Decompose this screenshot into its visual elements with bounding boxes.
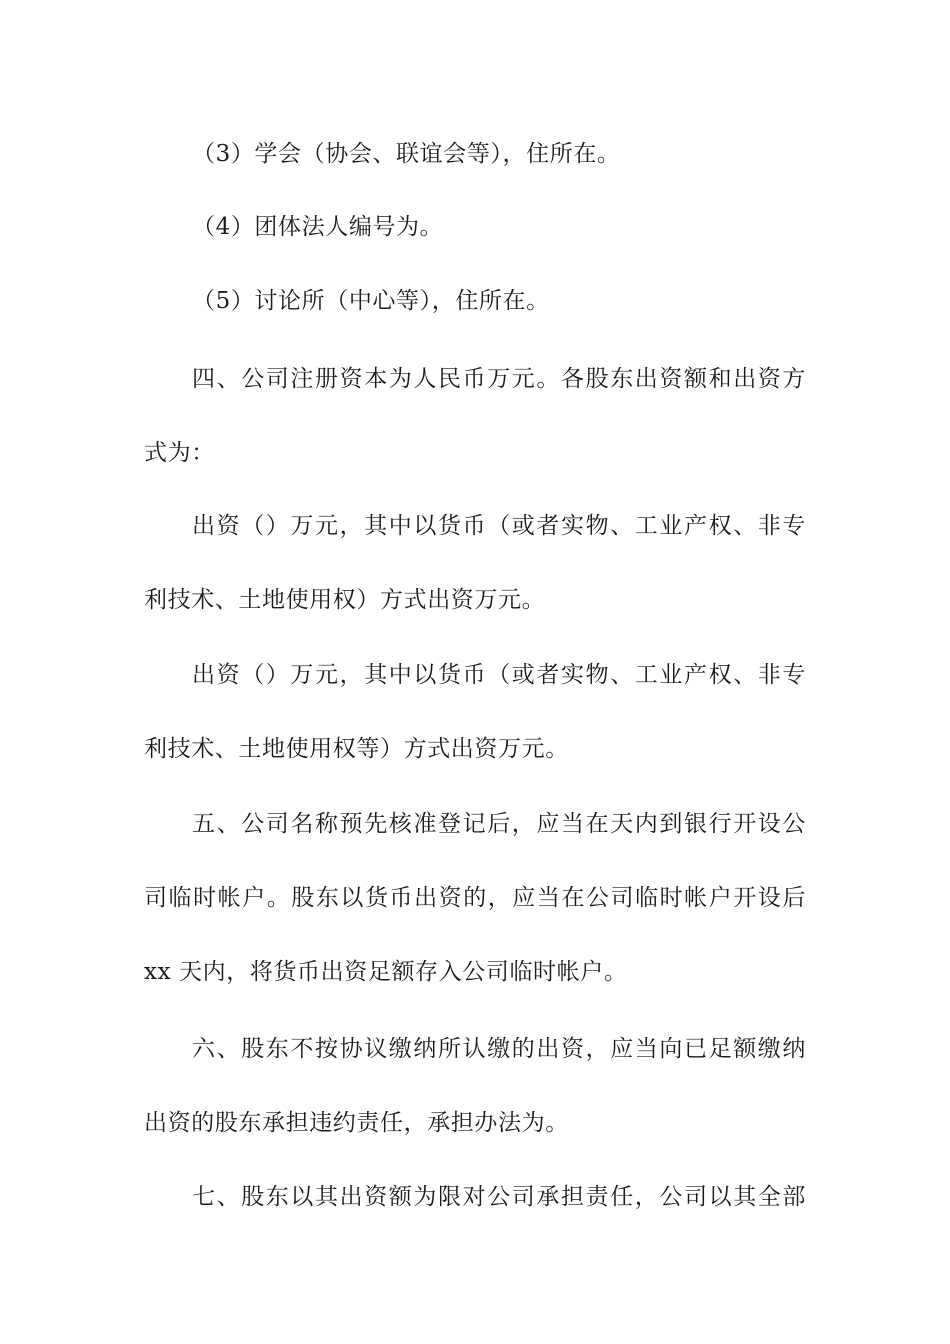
- text-line: （4）团体法人编号为。: [192, 214, 444, 240]
- text-line: 四、公司注册资本为人民币万元。各股东出资额和出资方: [192, 366, 806, 392]
- text-line: 利技术、土地使用权等）方式出资万元。: [144, 736, 569, 762]
- text-line: （5）讨论所（中心等），住所在。: [192, 288, 550, 314]
- text-line: 出资（）万元，其中以货币（或者实物、工业产权、非专: [192, 513, 806, 539]
- text-line: xx 天内，将货币出资足额存入公司临时帐户。: [144, 959, 628, 985]
- text-line: 六、股东不按协议缴纳所认缴的出资，应当向已足额缴纳: [192, 1036, 806, 1062]
- text-line: 司临时帐户。股东以货币出资的，应当在公司临时帐户开设后: [144, 885, 806, 911]
- text-line: 七、股东以其出资额为限对公司承担责任，公司以其全部: [192, 1184, 806, 1210]
- text-line: 五、公司名称预先核准登记后，应当在天内到银行开设公: [192, 811, 806, 837]
- text-line: 式为：: [144, 440, 215, 466]
- text-line: 利技术、土地使用权）方式出资万元。: [144, 587, 546, 613]
- text-line: 出资（）万元，其中以货币（或者实物、工业产权、非专: [192, 662, 806, 688]
- text-line: （3）学会（协会、联谊会等），住所在。: [192, 141, 621, 167]
- text-line: 出资的股东承担违约责任，承担办法为。: [144, 1110, 569, 1136]
